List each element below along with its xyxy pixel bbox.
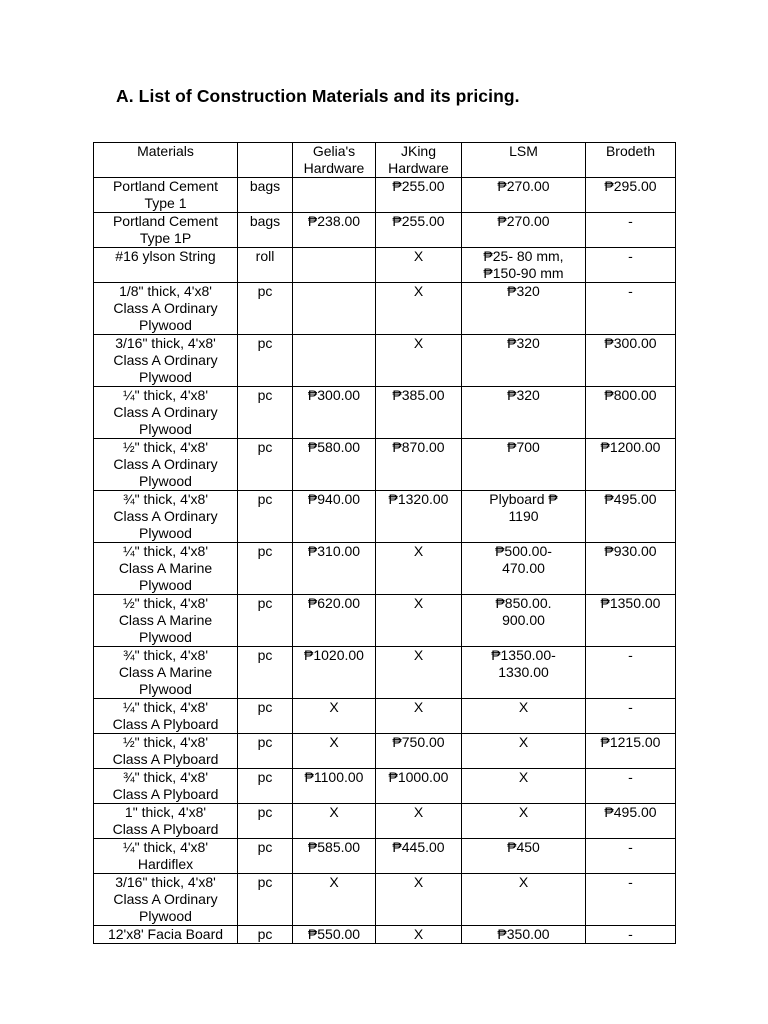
cell-gelias-hardware: ₱300.00 (293, 387, 376, 439)
cell-material: ¾" thick, 4'x8' Class A Ordinary Plywood (94, 491, 238, 543)
cell-gelias-hardware (293, 283, 376, 335)
cell-jking-hardware: X (376, 248, 462, 283)
cell-unit: pc (238, 874, 293, 926)
cell-lsm: ₱270.00 (462, 178, 586, 213)
cell-unit: bags (238, 213, 293, 248)
cell-material: ¼" thick, 4'x8' Hardiflex (94, 839, 238, 874)
header-cell-brodeth: Brodeth (586, 143, 676, 178)
cell-brodeth: ₱1200.00 (586, 439, 676, 491)
cell-gelias-hardware: ₱580.00 (293, 439, 376, 491)
cell-lsm: ₱320 (462, 335, 586, 387)
cell-gelias-hardware: X (293, 734, 376, 769)
table-row (94, 926, 676, 944)
cell-material: ½" thick, 4'x8' Class A Ordinary Plywood (94, 439, 238, 491)
cell-jking-hardware: ₱1000.00 (376, 769, 462, 804)
table-row (94, 647, 676, 699)
cell-jking-hardware: X (376, 699, 462, 734)
cell-jking-hardware: X (376, 874, 462, 926)
header-cell-material: Materials (94, 143, 238, 178)
cell-material: 3/16" thick, 4'x8' Class A Ordinary Plywood (94, 874, 238, 926)
cell-material: ¼" thick, 4'x8' Class A Marine Plywood (94, 543, 238, 595)
cell-material: #16 ylson String (94, 248, 238, 283)
table-row (94, 335, 676, 387)
cell-brodeth: ₱930.00 (586, 543, 676, 595)
cell-lsm: X (462, 874, 586, 926)
cell-gelias-hardware: ₱238.00 (293, 213, 376, 248)
cell-gelias-hardware: ₱620.00 (293, 595, 376, 647)
cell-jking-hardware: ₱445.00 (376, 839, 462, 874)
cell-lsm: ₱25- 80 mm, ₱150-90 mm (462, 248, 586, 283)
cell-brodeth: ₱800.00 (586, 387, 676, 439)
cell-unit: bags (238, 178, 293, 213)
cell-gelias-hardware: ₱940.00 (293, 491, 376, 543)
cell-gelias-hardware: ₱1020.00 (293, 647, 376, 699)
cell-lsm: ₱350.00 (462, 926, 586, 944)
cell-unit: pc (238, 839, 293, 874)
table-body (94, 143, 676, 944)
cell-material: ½" thick, 4'x8' Class A Marine Plywood (94, 595, 238, 647)
cell-brodeth: ₱495.00 (586, 804, 676, 839)
cell-material: Portland Cement Type 1 (94, 178, 238, 213)
cell-unit: roll (238, 248, 293, 283)
cell-brodeth: - (586, 213, 676, 248)
cell-unit: pc (238, 595, 293, 647)
cell-gelias-hardware: ₱550.00 (293, 926, 376, 944)
table-row (94, 769, 676, 804)
cell-gelias-hardware: ₱1100.00 (293, 769, 376, 804)
cell-gelias-hardware: ₱310.00 (293, 543, 376, 595)
materials-price-table (93, 142, 676, 944)
cell-jking-hardware: X (376, 283, 462, 335)
cell-gelias-hardware (293, 248, 376, 283)
table-row (94, 839, 676, 874)
header-cell-gelias-hardware: Gelia's Hardware (293, 143, 376, 178)
cell-unit: pc (238, 491, 293, 543)
cell-unit: pc (238, 439, 293, 491)
header-cell-unit (238, 143, 293, 178)
cell-material: ½" thick, 4'x8' Class A Plyboard (94, 734, 238, 769)
table-row (94, 595, 676, 647)
table-row (94, 874, 676, 926)
cell-material: ¼" thick, 4'x8' Class A Ordinary Plywood (94, 387, 238, 439)
cell-brodeth: - (586, 283, 676, 335)
cell-material: 1" thick, 4'x8' Class A Plyboard (94, 804, 238, 839)
cell-jking-hardware: X (376, 647, 462, 699)
cell-lsm: X (462, 734, 586, 769)
cell-jking-hardware: X (376, 595, 462, 647)
table-row (94, 734, 676, 769)
cell-jking-hardware: X (376, 804, 462, 839)
cell-gelias-hardware (293, 178, 376, 213)
table-row (94, 543, 676, 595)
cell-brodeth: - (586, 839, 676, 874)
cell-lsm: ₱850.00. 900.00 (462, 595, 586, 647)
cell-jking-hardware: X (376, 926, 462, 944)
cell-lsm: ₱1350.00- 1330.00 (462, 647, 586, 699)
cell-gelias-hardware: X (293, 804, 376, 839)
cell-unit: pc (238, 543, 293, 595)
cell-unit: pc (238, 699, 293, 734)
document-title: A. List of Construction Materials and its pricing. (116, 86, 520, 106)
cell-lsm: ₱320 (462, 387, 586, 439)
table-row (94, 283, 676, 335)
cell-material: ¾" thick, 4'x8' Class A Marine Plywood (94, 647, 238, 699)
cell-lsm: ₱700 (462, 439, 586, 491)
cell-brodeth: ₱1215.00 (586, 734, 676, 769)
cell-unit: pc (238, 647, 293, 699)
table-row (94, 213, 676, 248)
cell-jking-hardware: ₱255.00 (376, 178, 462, 213)
cell-brodeth: ₱300.00 (586, 335, 676, 387)
cell-brodeth: ₱495.00 (586, 491, 676, 543)
cell-jking-hardware: ₱385.00 (376, 387, 462, 439)
cell-lsm: X (462, 804, 586, 839)
cell-lsm: ₱450 (462, 839, 586, 874)
cell-unit: pc (238, 387, 293, 439)
cell-jking-hardware: ₱870.00 (376, 439, 462, 491)
cell-unit: pc (238, 734, 293, 769)
table-row (94, 178, 676, 213)
cell-brodeth: - (586, 769, 676, 804)
table-row (94, 387, 676, 439)
table-row (94, 804, 676, 839)
cell-lsm: ₱270.00 (462, 213, 586, 248)
cell-brodeth: ₱295.00 (586, 178, 676, 213)
cell-jking-hardware: ₱1320.00 (376, 491, 462, 543)
cell-brodeth: ₱1350.00 (586, 595, 676, 647)
cell-lsm: ₱320 (462, 283, 586, 335)
cell-gelias-hardware: ₱585.00 (293, 839, 376, 874)
cell-unit: pc (238, 769, 293, 804)
cell-jking-hardware: X (376, 543, 462, 595)
cell-lsm: ₱500.00- 470.00 (462, 543, 586, 595)
cell-gelias-hardware: X (293, 699, 376, 734)
cell-lsm: Plyboard ₱ 1190 (462, 491, 586, 543)
cell-gelias-hardware: X (293, 874, 376, 926)
cell-material: 3/16" thick, 4'x8' Class A Ordinary Plywood (94, 335, 238, 387)
cell-material: Portland Cement Type 1P (94, 213, 238, 248)
cell-lsm: X (462, 769, 586, 804)
cell-lsm: X (462, 699, 586, 734)
cell-brodeth: - (586, 874, 676, 926)
table-row (94, 491, 676, 543)
cell-brodeth: - (586, 699, 676, 734)
cell-brodeth: - (586, 248, 676, 283)
cell-material: ¼" thick, 4'x8' Class A Plyboard (94, 699, 238, 734)
cell-gelias-hardware (293, 335, 376, 387)
header-cell-jking-hardware: JKing Hardware (376, 143, 462, 178)
table-header-row (94, 143, 676, 178)
cell-unit: pc (238, 926, 293, 944)
table-row (94, 699, 676, 734)
table-row (94, 439, 676, 491)
cell-unit: pc (238, 335, 293, 387)
cell-jking-hardware: X (376, 335, 462, 387)
cell-material: 1/8" thick, 4'x8' Class A Ordinary Plywood (94, 283, 238, 335)
cell-material: 12'x8' Facia Board (94, 926, 238, 944)
cell-unit: pc (238, 283, 293, 335)
cell-material: ¾" thick, 4'x8' Class A Plyboard (94, 769, 238, 804)
cell-jking-hardware: ₱255.00 (376, 213, 462, 248)
cell-jking-hardware: ₱750.00 (376, 734, 462, 769)
table-row (94, 248, 676, 283)
cell-brodeth: - (586, 926, 676, 944)
header-cell-lsm: LSM (462, 143, 586, 178)
cell-brodeth: - (586, 647, 676, 699)
cell-unit: pc (238, 804, 293, 839)
